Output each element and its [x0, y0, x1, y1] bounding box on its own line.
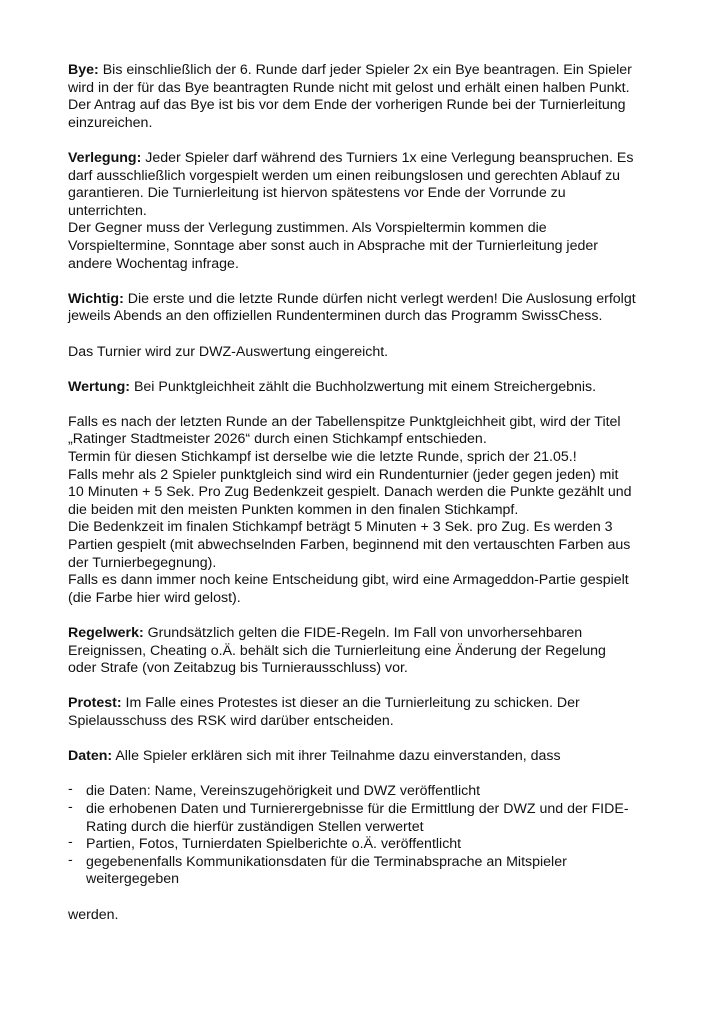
verlegung-text-line-2: darf ausschließlich vorgespielt werden um einen reibungslosen und gerechten Ablauf zu — [68, 167, 621, 184]
dash-bullet-icon: - — [68, 781, 73, 798]
wichtig-text-line-2: jeweils Abends an den offiziellen Rundenterminen durch das Programm SwissChess. — [68, 308, 603, 325]
verlegung-text-line-4: unterrichten. — [68, 202, 147, 219]
regelwerk-text-line-1: Grundsätzlich gelten die FIDE-Regeln. Im Fall von unvorhersehbaren — [143, 625, 583, 641]
daten-label: Daten: — [68, 748, 113, 765]
protest-label: Protest: — [68, 695, 122, 712]
bye-text-line-3: Der Antrag auf das Bye ist bis vor dem Ende der vorherigen Runde bei der Turnierleitung — [68, 97, 626, 114]
daten-bullet-2-line-1: die erhobenen Daten und Turnierergebnisse für die Ermittlung der DWZ und der FIDE- — [86, 800, 629, 817]
stichkampf-text-line-8: Partien gespielt (mit abwechselnden Farben, beginnend mit den vertauschten Farben aus — [68, 537, 631, 554]
bye-text-line-2: wird in der für das Bye beantragten Runde nicht mit gelost und erhält einen halben Punkt. — [68, 79, 630, 96]
daten-text-line-1: Alle Spieler erklären sich mit ihrer Teilnahme dazu einverstanden, dass — [112, 748, 561, 765]
protest-text-line-1: Im Falle eines Protestes ist dieser an die Turnierleitung zu schicken. Der — [121, 695, 580, 712]
daten-bullet-1 — [68, 783, 658, 801]
regelwerk-text-line-2: Ereignissen, Cheating o.Ä. behält sich die Turnierleitung eine Änderung der Regelung — [68, 642, 606, 659]
daten-bullet-4-line-1: gegebenenfalls Kommunikationsdaten für die Terminabsprache an Mitspieler — [86, 853, 567, 870]
daten-closing — [68, 907, 658, 925]
regelwerk-paragraph — [68, 625, 658, 678]
dwz-paragraph — [68, 344, 658, 362]
daten-bullet-2 — [68, 798, 658, 836]
protest-paragraph — [68, 695, 658, 730]
daten-bullet-list — [68, 783, 658, 889]
dash-bullet-icon: - — [68, 851, 73, 868]
daten-bullet-3 — [68, 836, 658, 854]
verlegung-text-line-3: garantieren. Die Turnierleitung ist hiervon spätestens vor Ende der Vorrunde zu — [68, 185, 566, 202]
daten-closing-text: werden. — [68, 906, 119, 923]
wertung-label: Wertung: — [68, 378, 130, 395]
daten-bullet-4-line-2: weitergegeben — [86, 871, 180, 888]
wichtig-text-line-1: Die erste und die letzte Runde dürfen nicht verlegt werden! Die Auslosung erfolgt — [123, 290, 636, 307]
stichkampf-text-line-2: „Ratinger Stadtmeister 2026“ durch einen Stichkampf entschieden. — [68, 431, 487, 448]
stichkampf-text-line-4: Falls mehr als 2 Spieler punktgleich sind wird ein Rundenturnier (jeder gegen jeden) mit — [68, 466, 619, 483]
daten-bullet-1-line-1: die Daten: Name, Vereinszugehörigkeit und DWZ veröffentlicht — [86, 783, 481, 800]
stichkampf-text-line-6: die beiden mit den meisten Punkten kommen in den finalen Stichkampf. — [68, 501, 519, 518]
daten-bullet-3-line-1: Partien, Fotos, Turnierdaten Spielberichte o.Ä. veröffentlicht — [86, 836, 462, 853]
bye-text-line-4: einzureichen. — [68, 114, 153, 131]
verlegung-text-line-1: Jeder Spieler darf während des Turniers 1x eine Verlegung beanspruchen. Es — [141, 149, 634, 166]
stichkampf-text-line-11: (die Farbe hier wird gelost). — [68, 589, 241, 606]
stichkampf-text-line-3: Termin für diesen Stichkampf ist derselbe wie die letzte Runde, sprich der 21.05.! — [68, 449, 577, 466]
regelwerk-text-line-3: oder Strafe (von Zeitabzug bis Turnierausschluss) vor. — [68, 660, 408, 677]
daten-paragraph — [68, 748, 658, 766]
stichkampf-text-line-9: der Turnierbegegnung). — [68, 554, 217, 571]
bye-text-line-1: Bis einschließlich der 6. Runde darf jeder Spieler 2x ein Bye beantragen. Ein Spieler — [98, 62, 632, 78]
verlegung-paragraph — [68, 150, 658, 273]
document-page — [68, 62, 658, 924]
dash-bullet-icon: - — [68, 798, 73, 815]
stichkampf-text-line-5: 10 Minuten + 5 Sek. Pro Zug Bedenkzeit gespielt. Danach werden die Punkte gezählt und — [68, 484, 632, 501]
stichkampf-text-line-1: Falls es nach der letzten Runde an der Tabellenspitze Punktgleichheit gibt, wird der Titel — [68, 413, 621, 430]
stichkampf-text-line-7: Die Bedenkzeit im finalen Stichkampf beträgt 5 Minuten + 3 Sek. pro Zug. Es werden 3 — [68, 519, 613, 536]
protest-text-line-2: Spielausschuss des RSK wird darüber entscheiden. — [68, 712, 394, 729]
verlegung-text-line-5: Der Gegner muss der Verlegung zustimmen. Als Vorspieltermin kommen die — [68, 220, 547, 237]
bye-label: Bye: — [68, 62, 99, 78]
regelwerk-label: Regelwerk: — [68, 625, 144, 641]
verlegung-text-line-7: andere Wochentag infrage. — [68, 255, 239, 272]
dwz-text-line-1: Das Turnier wird zur DWZ-Auswertung eingereicht. — [68, 343, 389, 360]
verlegung-label: Verlegung: — [68, 149, 142, 166]
wertung-paragraph — [68, 379, 658, 397]
dash-bullet-icon: - — [68, 834, 73, 851]
wertung-text-line-1: Bei Punktgleichheit zählt die Buchholzwertung mit einem Streichergebnis. — [130, 378, 597, 395]
wichtig-label: Wichtig: — [68, 290, 124, 307]
daten-bullet-4 — [68, 851, 658, 889]
daten-bullet-2-line-2: Rating durch die hierfür zuständigen Stellen verwertet — [86, 818, 424, 835]
wichtig-paragraph — [68, 291, 658, 326]
stichkampf-text-line-10: Falls es dann immer noch keine Entscheidung gibt, wird eine Armageddon-Partie gespielt — [68, 572, 629, 589]
stichkampf-paragraph — [68, 414, 658, 608]
verlegung-text-line-6: Vorspieltermine, Sonntage aber sonst auch in Absprache mit der Turnierleitung jeder — [68, 237, 598, 254]
bye-paragraph — [68, 62, 658, 132]
